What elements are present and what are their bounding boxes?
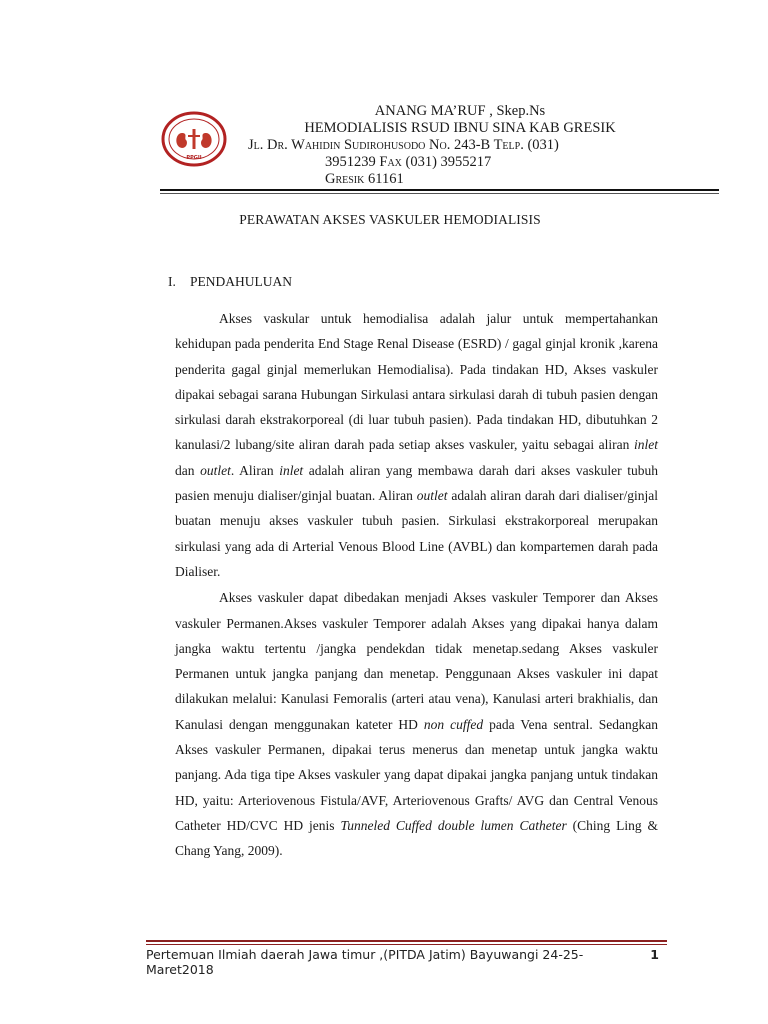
institution-name: HEMODIALISIS RSUD IBNU SINA KAB GRESIK xyxy=(304,120,616,136)
text-run: adalah aliran darah dari dialiser/ginjal buatan menuju akses vaskuler tubuh pasien. Sirkulasi ekstrakorporeal merupakan sirkulasi yang ada di Arterial Venous Blood Line (AVBL) dan kompartemen darah pada Dialiser. xyxy=(175,488,658,579)
document-title: PERAWATAN AKSES VASKULER HEMODIALISIS xyxy=(239,212,541,227)
address-line-3: Gresik 61161 xyxy=(325,171,404,187)
page-footer xyxy=(146,947,667,977)
ppgii-logo xyxy=(161,111,227,167)
italic-term: outlet xyxy=(416,488,448,504)
italic-term: non cuffed xyxy=(423,716,484,732)
text-run: Akses vaskular untuk hemodialisa adalah jalur untuk mempertahankan kehidupan pada penderita End Stage Renal Disease (ESRD) / gagal ginjal kronik ,karena penderita gagal ginjal memerlukan Hemodialisa). Pada tindakan HD, Akses vaskuler dipakai sebagai sarana Hubungan Sirkulasi antara sirkulasi darah di tubuh pasien dengan sirkulasi darah ekstrakorporeal (di luar tubuh pasien). Pada tindakan HD, dibutuhkan 2 kanulasi/2 lubang/site aliran darah pada setiap akses vaskuler, yaitu sebagai aliran xyxy=(175,311,658,453)
letterhead-rule xyxy=(160,189,719,191)
author-name: ANANG MA’RUF , Skep.Ns xyxy=(374,103,546,119)
text-run: (Ching Ling & Chang Yang, 2009). xyxy=(175,817,659,859)
paragraph-1 xyxy=(175,306,658,584)
italic-term: inlet xyxy=(279,462,304,478)
page-number: 1 xyxy=(650,947,659,962)
paragraph-2 xyxy=(175,585,658,863)
letterhead xyxy=(230,103,690,188)
italic-term: inlet xyxy=(634,437,658,453)
body-text xyxy=(175,306,658,864)
section-heading xyxy=(168,274,292,290)
text-run: Akses vaskuler dapat dibedakan menjadi Akses vaskuler Temporer dan Akses vaskuler Permanen.Akses vaskuler Temporer adalah Akses yang dipakai hanya dalam jangka waktu tertentu /jangka pendekdan tidak menetap.sedang Akses vaskuler Permanen untuk jangka panjang dan menetap. Penggunaan Akses vaskuler ini dapat dilakukan melalui: Kanulasi Femoralis (arteri atau vena), Kanulasi arteri brakhialis, dan Kanulasi dengan menggunakan kateter HD xyxy=(175,590,658,732)
italic-term: outlet xyxy=(200,462,231,478)
footer-text: Pertemuan Ilmiah daerah Jawa timur ,(PITDA Jatim) Bayuwangi 24-25-Maret2018 xyxy=(146,947,584,977)
text-run: adalah aliran yang membawa darah dari akses vaskuler tubuh pasien menuju dialiser/ginjal buatan. Aliran xyxy=(175,462,658,504)
address-line-2: 3951239 Fax (031) 3955217 xyxy=(325,154,492,170)
logo-text: PPGII xyxy=(186,155,202,161)
footer-rule-thin xyxy=(146,944,667,945)
text-run: dan xyxy=(175,462,201,478)
section-number: I. xyxy=(168,274,176,289)
section-title: PENDAHULUAN xyxy=(190,274,292,289)
text-run: pada Vena sentral. Sedangkan Akses vaskuler Permanen, dipakai terus menerus dan menetap untuk jangka waktu panjang. Ada tiga tipe Akses vaskuler yang dapat dipakai jangka panjang untuk tindakan HD, yaitu: Arteriovenous Fistula/AVF, Arteriovenous Grafts/ AVG dan Central Venous Catheter HD/CVC HD jenis xyxy=(175,716,658,833)
letterhead-rule-thin xyxy=(160,193,719,194)
text-run: . Aliran xyxy=(230,462,280,478)
footer-rule xyxy=(146,940,667,942)
italic-term: Tunneled Cuffed double lumen Catheter xyxy=(340,817,567,833)
address-line-1: Jl. Dr. Wahidin Sudirohusodo No. 243-B Telp. (031) xyxy=(248,137,559,153)
